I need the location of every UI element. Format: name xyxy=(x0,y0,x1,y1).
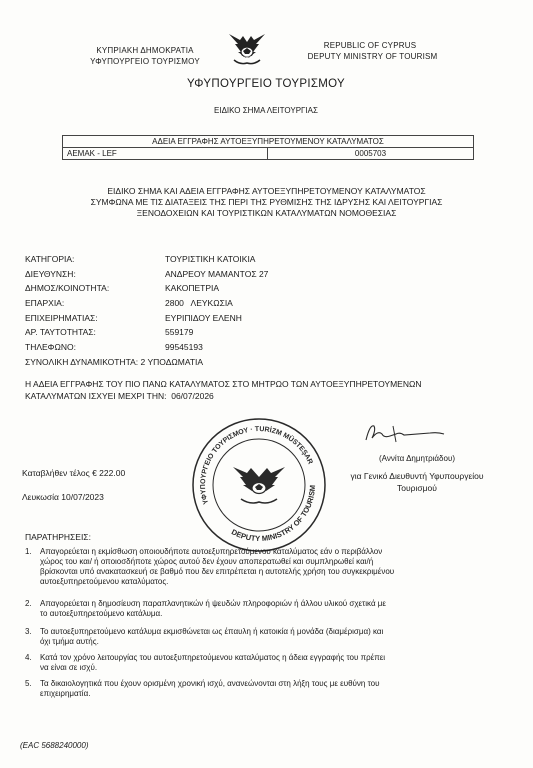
signatory-role-line1: για Γενικό Διευθυντή Υφυπουργείου xyxy=(350,471,484,481)
stamp-outer-text: DEPUTY MINISTRY OF TOURISM xyxy=(229,484,318,544)
field-value: ΚΑΚΟΠΕΤΡΙΑ xyxy=(165,283,220,294)
note-line: όχι τμήμα αυτής. xyxy=(40,637,99,646)
field-row xyxy=(25,254,485,269)
registration-code: ΑΕΜΑΚ - LEF xyxy=(63,148,268,160)
registration-box xyxy=(62,135,474,160)
official-stamp xyxy=(189,415,329,555)
field-row xyxy=(25,327,485,342)
field-label: ΔΙΕΥΘΥΝΣΗ: xyxy=(25,268,76,279)
note-line: αυτοεξυπηρετούμενου καταλύματος. xyxy=(40,577,169,586)
field-label: ΔΗΜΟΣ/ΚΟΙΝΟΤΗΤΑ: xyxy=(25,283,110,294)
ministry-title: ΥΦΥΠΟΥΡΓΕΙΟ ΤΟΥΡΙΣΜΟΥ xyxy=(186,78,345,90)
note-number: 2. xyxy=(25,599,32,608)
field-row xyxy=(25,269,485,284)
notes-title: ΠΑΡΑΤΗΡΗΣΕΙΣ: xyxy=(25,532,91,542)
note-number: 3. xyxy=(25,627,32,636)
coat-of-arms-emblem xyxy=(226,30,268,70)
header-right-line1: REPUBLIC OF CYPRUS xyxy=(323,41,417,50)
stamp-inner-text: ΥΦΥΠΟΥΡΓΕΙΟ ΤΟΥΡΙΣΜΟΥ · TURİZM MÜSTEŞARLIĞI xyxy=(199,425,314,506)
field-row xyxy=(25,342,485,357)
signatory-role-line2: Τουρισμού xyxy=(397,483,437,493)
doc-subtitle: ΕΙΔΙΚΟ ΣΗΜΑ ΛΕΙΤΟΥΡΓΙΑΣ xyxy=(214,106,318,115)
note-line: να είναι σε ισχύ. xyxy=(40,663,98,672)
field-value: ΤΟΥΡΙΣΤΙΚΗ ΚΑΤΟΙΚΙΑ xyxy=(165,254,256,264)
notes-list xyxy=(25,547,510,703)
validity-line1: Η ΑΔΕΙΑ ΕΓΓΡΑΦΗΣ ΤΟΥ ΠΙΟ ΠΑΝΩ ΚΑΤΑΛΥΜΑΤΟΣ ΣΤΟ ΜΗΤΡΩΟ ΤΩΝ ΑΥΤΟΕΞΥΠΗΡΕΤΟΥΜΕΝΩΝ xyxy=(25,379,422,389)
note-line: βρίσκονται υπό ανακατασκευή σε βαθμό που δεν επιτρέπεται η αυτοτελής χρήση του συγκεκριμένου xyxy=(40,567,395,576)
note-item xyxy=(25,547,510,599)
heading-line2: ΣΥΜΦΩΝΑ ΜΕ ΤΙΣ ΔΙΑΤΑΞΕΙΣ ΤΗΣ ΠΕΡΙ ΤΗΣ ΡΥΘΜΙΣΗΣ ΤΗΣ ΙΔΡΥΣΗΣ ΚΑΙ ΛΕΙΤΟΥΡΓΙΑΣ xyxy=(90,197,443,207)
field-row xyxy=(25,313,485,328)
note-number: 1. xyxy=(25,547,32,556)
field-row xyxy=(25,283,485,298)
note-number: 4. xyxy=(25,653,32,662)
registration-number: 0005703 xyxy=(268,148,474,160)
fields-list xyxy=(25,254,485,372)
field-value: ΑΝΔΡΕΟΥ ΜΑΜΑΝΤΟΣ 27 xyxy=(165,268,269,279)
place-date: Λευκωσία 10/07/2023 xyxy=(22,492,104,502)
header-left-line2: ΥΦΥΠΟΥΡΓΕΙΟ ΤΟΥΡΙΣΜΟΥ xyxy=(90,57,200,66)
field-label: ΕΠΙΧΕΙΡΗΜΑΤΙΑΣ: xyxy=(25,312,98,323)
note-item xyxy=(25,627,510,653)
note-line: το αυτοεξυπηρετούμενο κατάλυμα. xyxy=(40,609,163,618)
note-item xyxy=(25,599,510,627)
fee-paid: Καταβλήθεν τέλος € 222.00 xyxy=(22,468,126,478)
field-value: ΕΥΡΙΠΙΔΟΥ ΕΛΕΝΗ xyxy=(165,312,242,323)
field-label: ΕΠΑΡΧΙΑ: xyxy=(25,298,65,309)
note-line: χώρος του και/ ή οποιοσδήποτε χώρος αυτού δεν έχουν αποπερατωθεί και συμπληρωθεί και/ή xyxy=(40,557,374,566)
header-left-line1: ΚΥΠΡΙΑΚΗ ΔΗΜΟΚΡΑΤΙΑ xyxy=(96,46,194,55)
note-line: επιχειρηματία. xyxy=(40,689,91,698)
note-line: Απαγορεύεται η εκμίσθωση οποιουδήποτε αυτοεξυπηρετούμενου καταλύματος εάν ο περιβάλλον xyxy=(40,547,383,556)
validity-line2: ΚΑΤΑΛΥΜΑΤΩΝ ΙΣΧΥΕΙ ΜΕΧΡΙ ΤΗΝ: 06/07/2026 xyxy=(25,391,214,401)
field-row xyxy=(25,298,485,313)
note-number: 5. xyxy=(25,679,32,688)
field-value: 99545193 xyxy=(165,342,203,353)
note-item xyxy=(25,653,510,679)
capacity-text: ΣΥΝΟΛΙΚΗ ΔΥΝΑΜΙΚΟΤΗΤΑ: 2 ΥΠΟΔΩΜΑΤΙΑ xyxy=(25,356,204,367)
signatory-name: (Αννίτα Δημητριάδου) xyxy=(379,454,455,463)
footer-code: (EAC 5688240000) xyxy=(20,741,89,750)
field-value: 2800 ΛΕΥΚΩΣΙΑ xyxy=(165,298,233,309)
capacity-row xyxy=(25,357,485,372)
note-line: Το αυτοεξυπηρετούμενο κατάλυμα εκμισθώνεται ως έπαυλη ή κατοικία ή μονάδα (διαμέρισμα) και xyxy=(40,627,384,636)
seal-year: 1960 xyxy=(241,56,253,62)
heading-line3: ΞΕΝΟΔΟΧΕΙΩΝ ΚΑΙ ΤΟΥΡΙΣΤΙΚΩΝ ΚΑΤΑΛΥΜΑΤΩΝ ΝΟΜΟΘΕΣΙΑΣ xyxy=(136,208,397,218)
field-label: ΑΡ. ΤΑΥΤΟΤΗΤΑΣ: xyxy=(25,327,96,338)
handwritten-signature xyxy=(360,420,450,446)
registration-box-title: ΑΔΕΙΑ ΕΓΓΡΑΦΗΣ ΑΥΤΟΕΞΥΠΗΡΕΤΟΥΜΕΝΟΥ ΚΑΤΑΛΥΜΑΤΟΣ xyxy=(63,136,474,148)
header-right-line2: DEPUTY MINISTRY OF TOURISM xyxy=(307,52,438,61)
note-item xyxy=(25,679,510,703)
note-line: Τα δικαιολογητικά που έχουν ορισμένη χρονική ισχύ, ανανεώνονται στη λήξη τους με ευθύνη του xyxy=(40,679,380,688)
field-value: 559179 xyxy=(165,327,194,338)
field-label: ΤΗΛΕΦΩΝΟ: xyxy=(25,342,76,353)
note-line: Κατά τον χρόνο λειτουργίας του αυτοεξυπηρετούμενου καταλύματος η άδεια εγγραφής του πρέπει xyxy=(40,653,386,662)
field-label: ΚΑΤΗΓΟΡΙΑ: xyxy=(25,254,75,264)
stamp-emblem xyxy=(233,467,285,503)
note-line: Απαγορεύεται η δημοσίευση παραπλανητικών ή ψευδών πληροφοριών ή άλλου υλικού σχετικά με xyxy=(40,599,386,608)
heading-line1: ΕΙΔΙΚΟ ΣΗΜΑ ΚΑΙ ΑΔΕΙΑ ΕΓΓΡΑΦΗΣ ΑΥΤΟΕΞΥΠΗΡΕΤΟΥΜΕΝΟΥ ΚΑΤΑΛΥΜΑΤΟΣ xyxy=(107,186,426,196)
